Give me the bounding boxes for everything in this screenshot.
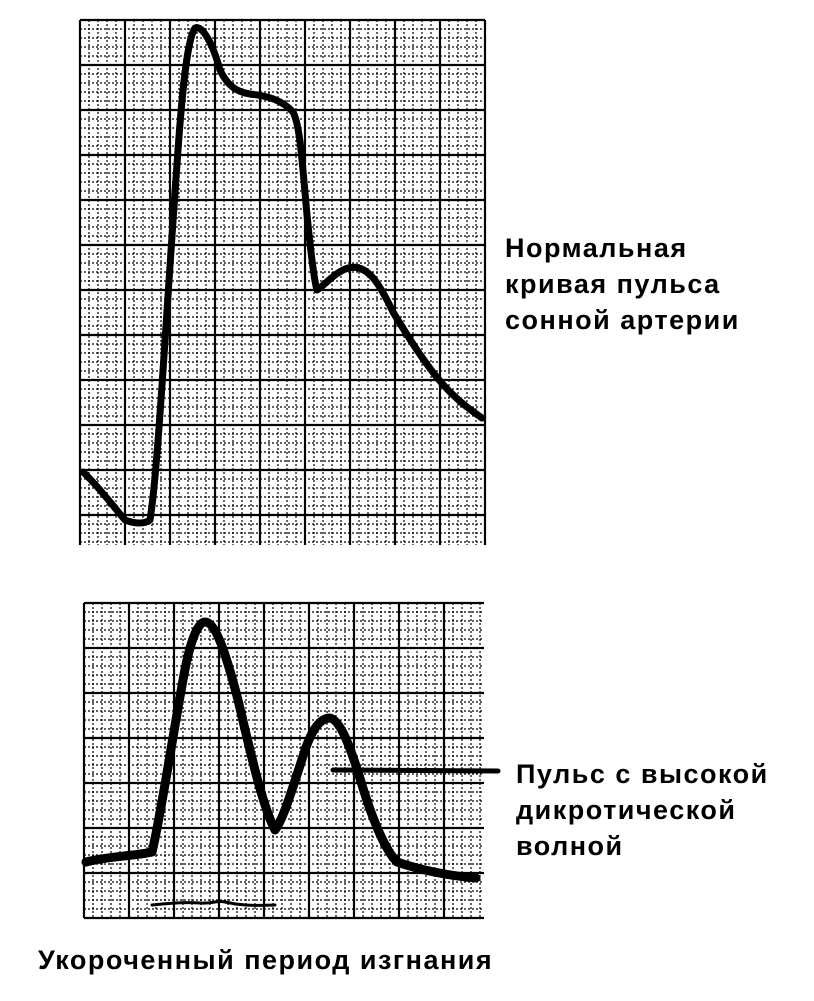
dicrotic-pulse-caption [516,756,769,864]
dicrotic-pulse-caption-line-2: дикротической [516,795,737,825]
top-grid [80,20,485,545]
normal-curve-caption [505,230,740,338]
shortened-ejection-caption-text: Укороченный период изгнания [38,945,494,975]
pointer-line [333,770,498,771]
normal-curve-caption-line-2: кривая пульса [505,269,721,299]
shortened-ejection-caption [38,942,493,978]
normal-curve-caption-line-3: сонной артерии [505,305,740,335]
dicrotic-pulse-caption-line-3: волной [516,831,624,861]
normal-curve-caption-line-1: Нормальная [505,233,688,263]
dicrotic-pulse-caption-line-1: Пульс с высокой [516,759,769,789]
ejection-period-marker [152,901,275,905]
